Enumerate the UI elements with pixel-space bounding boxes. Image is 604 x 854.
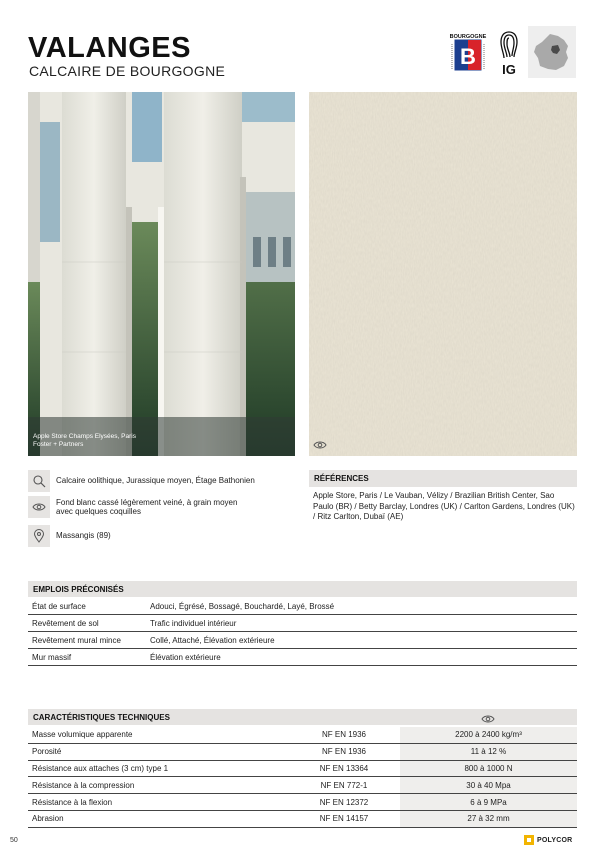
page-number: 50 bbox=[10, 837, 18, 844]
page-subtitle: CALCAIRE DE BOURGOGNE bbox=[29, 63, 226, 79]
row-value: 30 à 40 Mpa bbox=[400, 777, 577, 793]
row-label: Revêtement mural mince bbox=[32, 635, 121, 645]
page-title: VALANGES bbox=[28, 32, 191, 64]
photo-caption bbox=[33, 433, 136, 449]
info-row-appearance bbox=[28, 496, 296, 518]
row-label: Masse volumique apparente bbox=[32, 730, 133, 740]
table-row bbox=[28, 598, 577, 615]
row-value: 11 à 12 % bbox=[400, 744, 577, 760]
row-norm: NF EN 1936 bbox=[321, 730, 367, 740]
row-value: 800 à 1000 N bbox=[400, 761, 577, 777]
row-label: Résistance à la compression bbox=[32, 780, 135, 790]
brand-name: POLYCOR bbox=[537, 836, 573, 844]
table-row bbox=[28, 744, 577, 761]
polycor-logo bbox=[524, 835, 572, 845]
technique-table bbox=[28, 727, 577, 828]
row-label: État de surface bbox=[32, 601, 86, 611]
table-row bbox=[28, 615, 577, 632]
row-label: Résistance à la flexion bbox=[32, 797, 113, 807]
references-heading: RÉFÉRENCES bbox=[309, 470, 577, 487]
row-norm: NF EN 1936 bbox=[321, 747, 367, 757]
geology-text: Calcaire oolithique, Jurassique moyen, Étage Bathonien bbox=[56, 476, 255, 486]
location-pin-icon bbox=[28, 525, 50, 547]
row-value: Adouci, Égrésé, Bossagé, Bouchardé, Layé, Brossé bbox=[150, 601, 335, 611]
row-value: Élévation extérieure bbox=[150, 652, 221, 662]
table-row bbox=[28, 811, 577, 828]
eye-icon bbox=[481, 711, 495, 721]
appearance-line: Fond blanc cassé légèrement veiné, à grain moyen bbox=[56, 497, 238, 507]
photo-caption-line: Apple Store Champs Elysées, Paris bbox=[33, 433, 136, 440]
row-value: Collé, Attaché, Élévation extérieure bbox=[150, 635, 275, 645]
polycor-mark-icon bbox=[524, 835, 534, 845]
row-value: 6 à 9 MPa bbox=[400, 794, 577, 810]
stone-texture-photo bbox=[309, 92, 577, 456]
row-norm: NF EN 772-1 bbox=[320, 780, 368, 790]
row-label: Porosité bbox=[32, 747, 62, 757]
eye-icon bbox=[28, 496, 50, 518]
row-value: Trafic individuel intérieur bbox=[150, 618, 237, 628]
table-row bbox=[28, 727, 577, 744]
table-row bbox=[28, 649, 577, 666]
bourgogne-logo bbox=[446, 30, 490, 76]
emplois-table bbox=[28, 598, 577, 666]
photo-caption-line: Foster + Partners bbox=[33, 441, 84, 449]
appearance-line: avec quelques coquilles bbox=[56, 507, 141, 516]
location-text: Massangis (89) bbox=[56, 531, 111, 541]
search-icon bbox=[28, 470, 50, 492]
table-row bbox=[28, 777, 577, 794]
emplois-heading: EMPLOIS PRÉCONISÉS bbox=[28, 581, 577, 597]
ig-logo-text: IG bbox=[502, 62, 516, 76]
eye-icon bbox=[313, 437, 327, 447]
row-label: Abrasion bbox=[32, 814, 64, 824]
info-row-location bbox=[28, 525, 296, 547]
table-row bbox=[28, 632, 577, 649]
row-value: 2200 à 2400 kg/m³ bbox=[400, 727, 577, 743]
ig-logo bbox=[498, 28, 520, 76]
references-text: Apple Store, Paris / Le Vauban, Vélizy / Brazilian British Center, Sao Paulo (BR) / Betty Barclay, Londres (UK) / Carlton Gardens, Londres (UK) / Ritz Carlton, Dubaï (AE) bbox=[313, 491, 575, 522]
technique-heading: CARACTÉRISTIQUES TECHNIQUES bbox=[28, 709, 577, 725]
bourgogne-logo-letter: B bbox=[460, 44, 476, 69]
france-map-icon bbox=[528, 26, 576, 78]
info-row-geology bbox=[28, 470, 296, 492]
row-norm: NF EN 13364 bbox=[319, 763, 369, 773]
row-norm: NF EN 14157 bbox=[319, 814, 369, 824]
row-label: Mur massif bbox=[32, 652, 72, 662]
bourgogne-logo-text: BOURGOGNE bbox=[449, 34, 487, 40]
row-value: 27 à 32 mm bbox=[400, 811, 577, 827]
row-norm: NF EN 12372 bbox=[319, 797, 369, 807]
table-row bbox=[28, 794, 577, 811]
row-label: Résistance aux attaches (3 cm) type 1 bbox=[32, 763, 169, 773]
table-row bbox=[28, 761, 577, 778]
appearance-text bbox=[56, 498, 237, 516]
apple-store-photo bbox=[28, 92, 295, 456]
row-label: Revêtement de sol bbox=[32, 618, 99, 628]
